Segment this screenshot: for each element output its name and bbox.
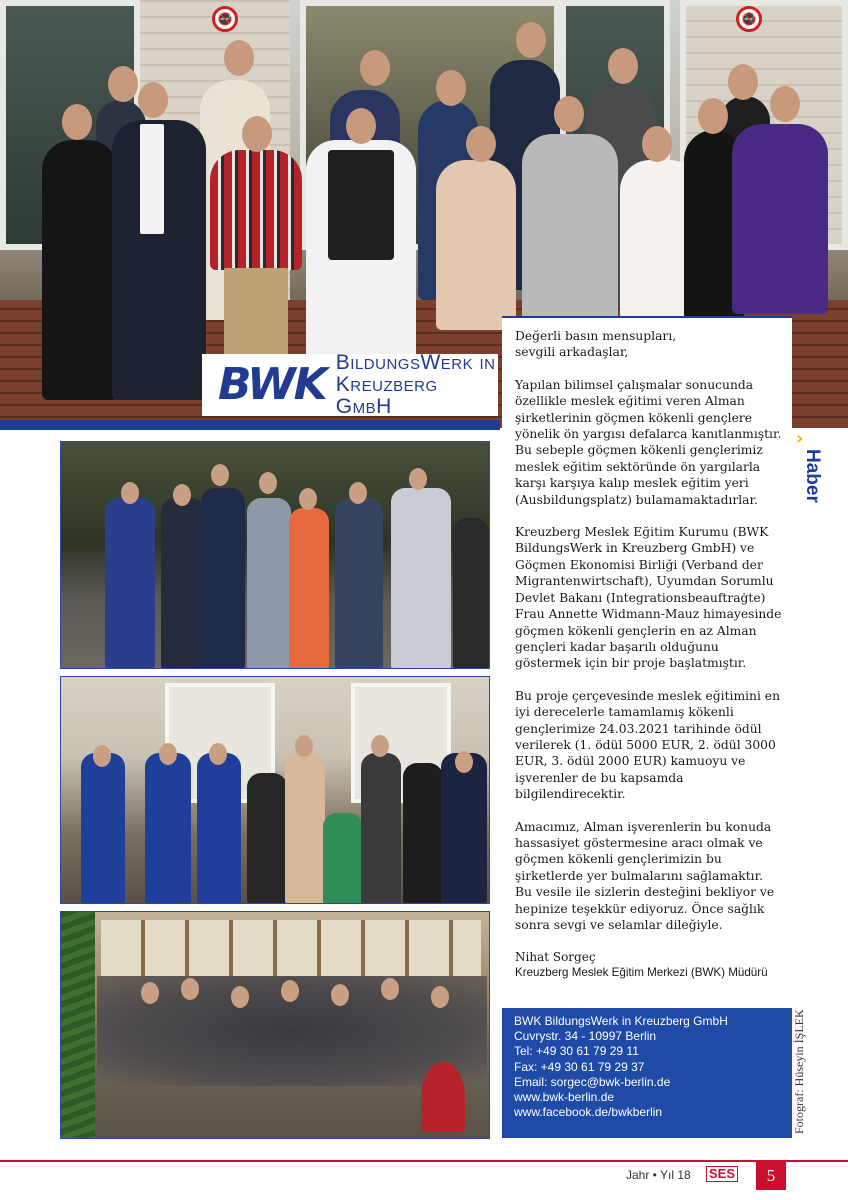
person-head — [138, 82, 168, 118]
photo-credit: Fotograf: Hüseyin İŞLEK — [792, 1009, 806, 1134]
person-figure — [285, 753, 325, 903]
contact-tel: Tel: +49 30 61 79 29 11 — [514, 1044, 639, 1059]
person-head — [331, 984, 349, 1006]
person-head — [436, 70, 466, 106]
person-head — [455, 751, 473, 773]
person-head — [93, 745, 111, 767]
person-head — [281, 980, 299, 1002]
contact-email[interactable]: Email: sorgec@bwk-berlin.de — [514, 1074, 671, 1089]
person-head — [381, 978, 399, 1000]
article-body — [502, 316, 792, 1008]
article-paragraph: Bu proje çerçevesinde meslek eğitimini en iyi derecelerle tamamlamış kökenli gençlerimize 24.03.2021 tarihinde ödül verilerek (1. ödül 5000 EUR, 2. ödül 3000 EUR, 3. ödül 2000 EUR) kamuoyu ve işverenler de bu kapsamda bilgilendirecektir. — [515, 688, 780, 802]
signature — [515, 949, 782, 981]
person-figure — [247, 773, 287, 903]
shirt — [140, 124, 164, 234]
green-jacket — [323, 813, 363, 903]
person-head — [516, 22, 546, 58]
signature-name: Nihat Sorgeç — [515, 950, 596, 965]
logo-mark: BWK — [218, 359, 326, 410]
person-head — [242, 116, 272, 152]
contact-box — [502, 1008, 792, 1138]
person-head — [608, 48, 638, 84]
person-figure — [335, 498, 383, 668]
no-smoking-sign-icon: 🚭 — [736, 6, 762, 32]
person-head — [141, 982, 159, 1004]
signature-title: Kreuzberg Meslek Eğitim Merkezi (BWK) Müdürü — [515, 966, 768, 980]
no-smoking-sign-icon: 🚭 — [212, 6, 238, 32]
person-head — [642, 126, 672, 162]
person-head — [181, 978, 199, 1000]
contact-website[interactable]: www.bwk-berlin.de — [514, 1090, 615, 1105]
person-head — [159, 743, 177, 765]
person-head — [346, 108, 376, 144]
person-head — [299, 488, 317, 510]
person-figure — [403, 763, 443, 903]
logo-line-1: BildungsWerk in — [335, 351, 496, 374]
article-paragraph: Amacımız, Alman işverenlerin bu konuda hassasiyet göstermesine aracı olmak ve göçmen kökenli gençlerimizin bu şirketlerde yer bulmalarını sağlamaktır. Bu vesile ile sizlerin desteğini bekliyor ve hepinize teşekkür ediyoruz. Önce sağlık sonra sevgi ve selamlar dileğiyle. — [515, 819, 775, 932]
event-photo-1 — [60, 441, 490, 669]
event-photo-3 — [60, 911, 490, 1139]
person-head — [409, 468, 427, 490]
page-number: 5 — [756, 1162, 786, 1190]
person-head — [698, 98, 728, 134]
person-head — [371, 735, 389, 757]
person-head — [62, 104, 92, 140]
person-head — [121, 482, 139, 504]
person-figure — [247, 498, 291, 668]
logo-wordmark — [336, 352, 498, 418]
section-tag — [796, 428, 826, 518]
person-head — [108, 66, 138, 102]
ivy-wall — [61, 912, 95, 1139]
person-figure-overalls — [145, 753, 191, 903]
person-figure — [42, 140, 118, 400]
ses-logo: SES — [706, 1166, 738, 1182]
person-head — [211, 464, 229, 486]
person-head — [173, 484, 191, 506]
person-figure — [105, 498, 155, 668]
person-head — [360, 50, 390, 86]
person-head — [224, 40, 254, 76]
person-figure — [436, 160, 516, 330]
person-head — [209, 743, 227, 765]
event-photo-2 — [60, 676, 490, 904]
footer-rule — [0, 1160, 848, 1162]
section-label: Haber — [802, 449, 823, 503]
person-figure — [441, 753, 487, 903]
person-head — [349, 482, 367, 504]
person-figure — [161, 498, 205, 668]
person-figure — [732, 124, 828, 314]
logo-line-2: Kreuzberg GmbH — [335, 373, 438, 418]
person-head — [259, 472, 277, 494]
person-figure — [522, 134, 618, 324]
person-head — [728, 64, 758, 100]
person-figure — [453, 518, 489, 668]
person-figure — [391, 488, 451, 668]
contact-facebook[interactable]: www.facebook.de/bwkberlin — [514, 1105, 663, 1120]
person-head — [466, 126, 496, 162]
greeting: Değerli basın mensupları, sevgili arkadaşlar, — [515, 329, 677, 360]
vest — [328, 150, 394, 260]
contact-fax: Fax: +49 30 61 79 29 37 — [514, 1059, 645, 1074]
person-figure — [361, 753, 401, 903]
person-head — [554, 96, 584, 132]
issue-label: Jahr • Yıl 18 — [626, 1168, 691, 1182]
person-head — [295, 735, 313, 757]
person-figure-overalls — [81, 753, 125, 903]
article-paragraph: Kreuzberg Meslek Eğitim Kurumu (BWK BildungsWerk in Kreuzberg GmbH) ve Göçmen Ekonomisi Birliği (Verband der Migrantenwirtschaft), Uyumdan Sorumlu Devlet Bakanı (Integrationsbeauftraġte) Frau Annette Widmann-Mauz himayesinde göçmen kökenli gençlerin en az Alman gençleri kadar başarılı olduğunu göstermek için bir proje başlatmıştır. — [515, 525, 782, 671]
person-figure — [201, 488, 245, 668]
person-head — [231, 986, 249, 1008]
blue-accent-band — [0, 420, 500, 430]
article-paragraph: Yapılan bilimsel çalışmalar sonucunda özellikle meslek eğitimi veren Alman şirketlerinin göçmen kökenli gençlere yönelik ön yargısı defalarca kanıtlanmıştır. Bu sebeple göçmen kökenli gençlerimiz meslek eğitim sektöründe ön yargılarla karşı karşıya kalıp meslek eğitim yeri (Ausbildungsplatz) bulamamaktadırlar. — [515, 377, 782, 507]
contact-org: BWK BildungsWerk in Kreuzberg GmbH — [514, 1014, 728, 1028]
red-table — [421, 1062, 465, 1132]
person-figure — [289, 508, 329, 668]
bwk-logo — [202, 351, 498, 418]
chevron-right-icon: › — [796, 428, 804, 449]
contact-address: Cuvrystr. 34 - 10997 Berlin — [514, 1029, 657, 1044]
person-figure-plaid-shirt — [210, 150, 302, 270]
person-figure-overalls — [197, 753, 241, 903]
person-head — [770, 86, 800, 122]
person-head — [431, 986, 449, 1008]
building-windows — [101, 920, 481, 980]
